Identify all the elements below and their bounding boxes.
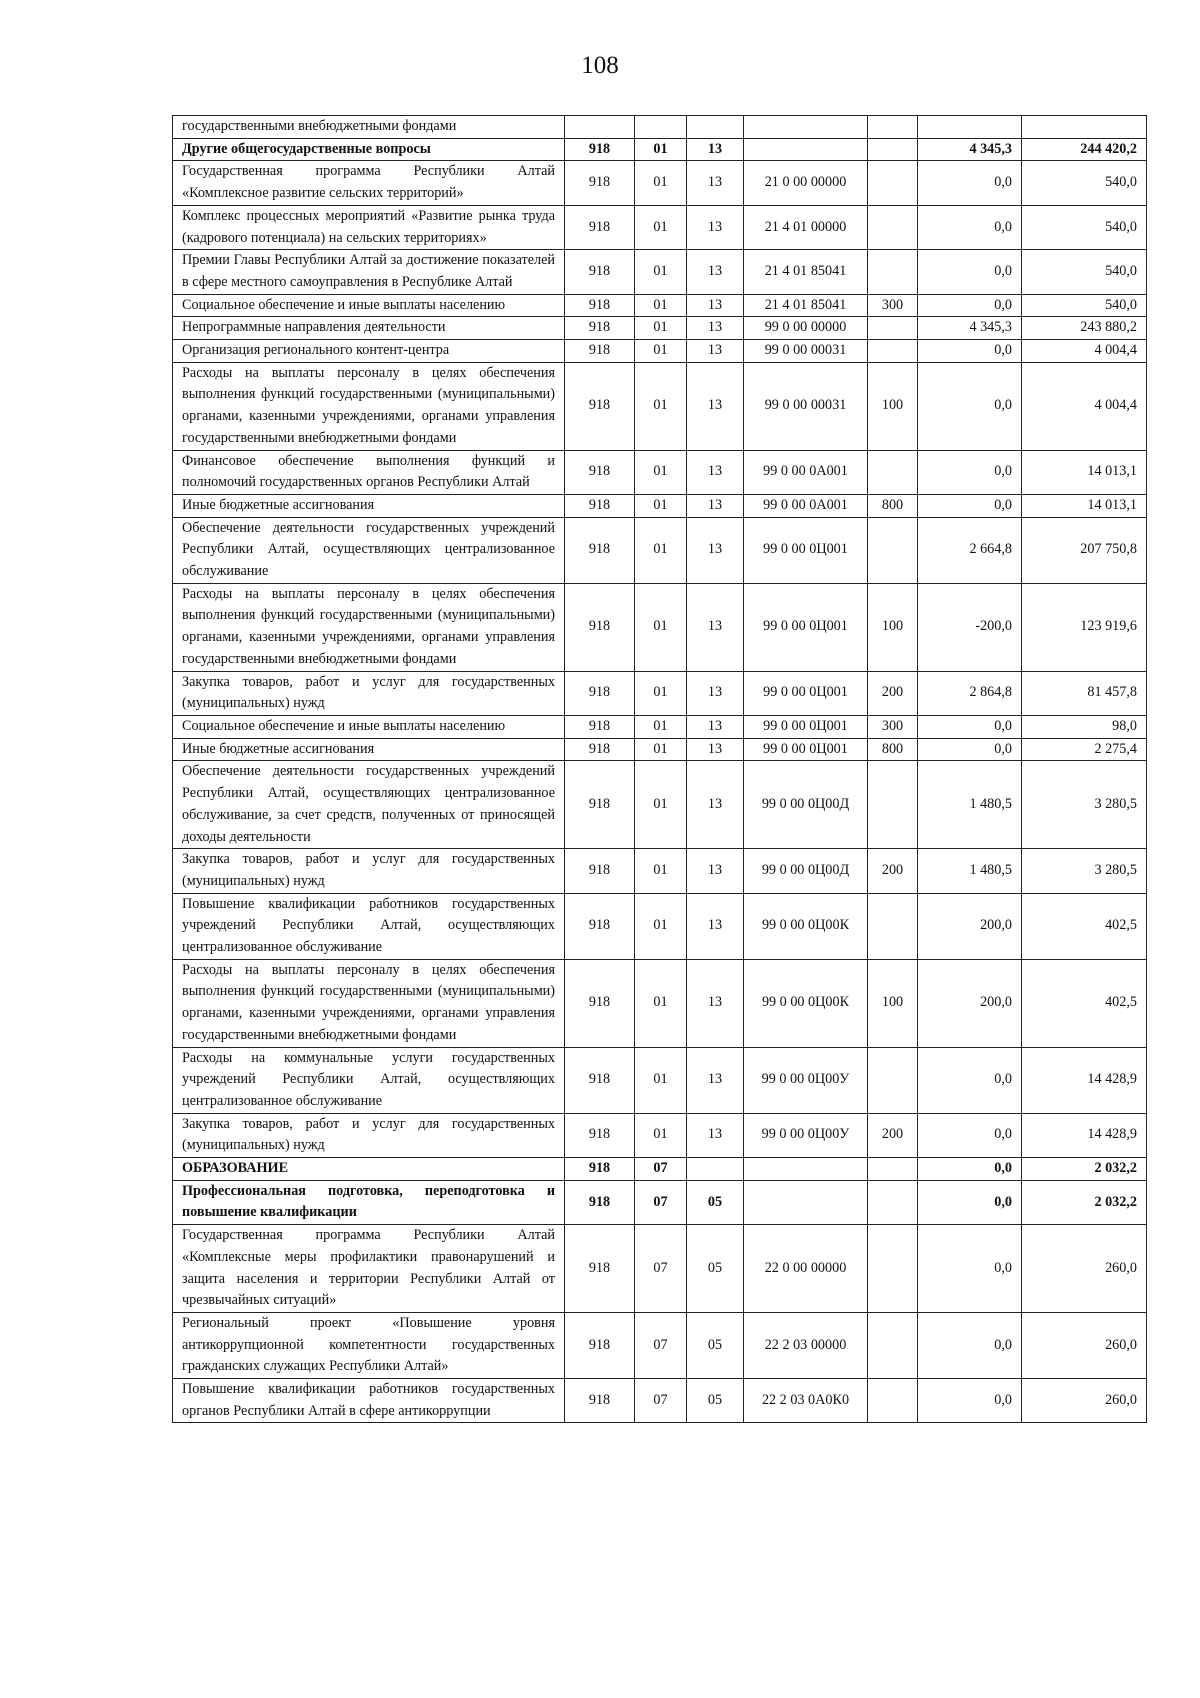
cell-expense-type: [868, 1047, 918, 1113]
cell-subsection: 13: [687, 715, 744, 738]
cell-section: 01: [635, 893, 687, 959]
cell-administrator: 918: [565, 517, 635, 583]
cell-subsection: [687, 116, 744, 139]
cell-total: 123 919,6: [1022, 583, 1147, 671]
cell-name: Иные бюджетные ассигнования: [173, 738, 565, 761]
cell-name: Финансовое обеспечение выполнения функций и полномочий государственных органов Республики Алтай: [173, 450, 565, 494]
table-row: [173, 294, 1147, 317]
table-row: [173, 450, 1147, 494]
table-row: [173, 715, 1147, 738]
page-number: 108: [581, 52, 619, 79]
cell-target-article: 99 0 00 0Ц001: [744, 517, 868, 583]
cell-total: 2 032,2: [1022, 1158, 1147, 1181]
cell-administrator: 918: [565, 761, 635, 849]
cell-name: Государственная программа Республики Алтай «Комплексное развитие сельских территорий»: [173, 161, 565, 205]
cell-change: 0,0: [918, 715, 1022, 738]
table-row: [173, 205, 1147, 249]
cell-administrator: 918: [565, 138, 635, 161]
cell-administrator: 918: [565, 250, 635, 294]
table-row: [173, 893, 1147, 959]
cell-administrator: 918: [565, 1379, 635, 1423]
cell-section: 01: [635, 1047, 687, 1113]
cell-name: Обеспечение деятельности государственных учреждений Республики Алтай, осуществляющих централизованное обслуживание, за счет средств, полученных от приносящей доходы деятельности: [173, 761, 565, 849]
cell-change: 0,0: [918, 250, 1022, 294]
cell-target-article: 99 0 00 0Ц001: [744, 715, 868, 738]
cell-subsection: 13: [687, 317, 744, 340]
cell-subsection: 13: [687, 849, 744, 893]
cell-administrator: 918: [565, 362, 635, 450]
table-row: [173, 671, 1147, 715]
cell-expense-type: 100: [868, 362, 918, 450]
cell-subsection: 13: [687, 1047, 744, 1113]
table-row: [173, 362, 1147, 450]
cell-subsection: 13: [687, 450, 744, 494]
cell-section: 01: [635, 671, 687, 715]
cell-section: 07: [635, 1225, 687, 1313]
cell-change: 0,0: [918, 362, 1022, 450]
cell-expense-type: 300: [868, 715, 918, 738]
cell-subsection: 05: [687, 1225, 744, 1313]
cell-change: 0,0: [918, 340, 1022, 363]
cell-name: Премии Главы Республики Алтай за достижение показателей в сфере местного самоуправления в Республике Алтай: [173, 250, 565, 294]
cell-total: 540,0: [1022, 161, 1147, 205]
cell-total: 260,0: [1022, 1312, 1147, 1378]
cell-name: Региональный проект «Повышение уровня антикоррупционной компетентности государственных гражданских служащих Республики Алтай»: [173, 1312, 565, 1378]
cell-subsection: 13: [687, 761, 744, 849]
cell-subsection: 13: [687, 517, 744, 583]
cell-target-article: 99 0 00 00000: [744, 317, 868, 340]
cell-target-article: 99 0 00 0Ц00Д: [744, 761, 868, 849]
cell-change: 0,0: [918, 1113, 1022, 1157]
cell-section: [635, 116, 687, 139]
cell-name: Повышение квалификации работников государственных органов Республики Алтай в сфере антикоррупции: [173, 1379, 565, 1423]
cell-total: 3 280,5: [1022, 849, 1147, 893]
cell-expense-type: [868, 1312, 918, 1378]
cell-expense-type: 100: [868, 959, 918, 1047]
cell-expense-type: [868, 1180, 918, 1224]
cell-name: Расходы на выплаты персоналу в целях обеспечения выполнения функций государственными (муниципальными) органами, казенными учреждениями, органами управления государственными внебюджетными фондами: [173, 583, 565, 671]
cell-name: ОБРАЗОВАНИЕ: [173, 1158, 565, 1181]
table-row: [173, 1379, 1147, 1423]
table-row: [173, 583, 1147, 671]
cell-change: 0,0: [918, 494, 1022, 517]
cell-total: 244 420,2: [1022, 138, 1147, 161]
cell-target-article: 99 0 00 00031: [744, 340, 868, 363]
cell-section: 01: [635, 317, 687, 340]
cell-target-article: [744, 116, 868, 139]
cell-change: 0,0: [918, 1047, 1022, 1113]
table-row: [173, 1047, 1147, 1113]
cell-expense-type: 200: [868, 849, 918, 893]
table-row: [173, 116, 1147, 139]
cell-total: 14 428,9: [1022, 1113, 1147, 1157]
cell-change: 1 480,5: [918, 849, 1022, 893]
table-row: [173, 1312, 1147, 1378]
cell-subsection: 13: [687, 340, 744, 363]
cell-change: -200,0: [918, 583, 1022, 671]
cell-subsection: 13: [687, 1113, 744, 1157]
table-row: [173, 1113, 1147, 1157]
cell-expense-type: [868, 205, 918, 249]
cell-expense-type: [868, 761, 918, 849]
cell-total: 260,0: [1022, 1379, 1147, 1423]
cell-section: 01: [635, 205, 687, 249]
cell-expense-type: 200: [868, 671, 918, 715]
cell-change: 0,0: [918, 1379, 1022, 1423]
cell-administrator: 918: [565, 715, 635, 738]
cell-administrator: 918: [565, 893, 635, 959]
cell-expense-type: [868, 138, 918, 161]
cell-section: 01: [635, 1113, 687, 1157]
cell-change: 200,0: [918, 893, 1022, 959]
cell-total: 98,0: [1022, 715, 1147, 738]
cell-subsection: 05: [687, 1180, 744, 1224]
cell-target-article: [744, 1180, 868, 1224]
cell-change: 200,0: [918, 959, 1022, 1047]
cell-section: 01: [635, 494, 687, 517]
cell-total: 540,0: [1022, 205, 1147, 249]
cell-subsection: 13: [687, 161, 744, 205]
cell-target-article: 99 0 00 0Ц00У: [744, 1047, 868, 1113]
cell-administrator: 918: [565, 1312, 635, 1378]
cell-target-article: 21 4 01 00000: [744, 205, 868, 249]
cell-administrator: 918: [565, 494, 635, 517]
cell-name: Расходы на коммунальные услуги государственных учреждений Республики Алтай, осуществляющих централизованное обслуживание: [173, 1047, 565, 1113]
cell-section: 07: [635, 1180, 687, 1224]
cell-target-article: 99 0 00 00031: [744, 362, 868, 450]
cell-target-article: 21 0 00 00000: [744, 161, 868, 205]
table-row: [173, 517, 1147, 583]
cell-total: 4 004,4: [1022, 340, 1147, 363]
cell-subsection: 13: [687, 205, 744, 249]
cell-name: Закупка товаров, работ и услуг для государственных (муниципальных) нужд: [173, 849, 565, 893]
cell-target-article: 99 0 00 0Ц001: [744, 583, 868, 671]
cell-administrator: 918: [565, 317, 635, 340]
table-row: [173, 761, 1147, 849]
cell-name: Непрограммные направления деятельности: [173, 317, 565, 340]
cell-expense-type: [868, 450, 918, 494]
cell-change: [918, 116, 1022, 139]
cell-administrator: 918: [565, 671, 635, 715]
cell-target-article: 99 0 00 0Ц00К: [744, 959, 868, 1047]
table-row: [173, 849, 1147, 893]
cell-section: 01: [635, 959, 687, 1047]
table-row: [173, 250, 1147, 294]
cell-total: 14 013,1: [1022, 494, 1147, 517]
table-row: [173, 317, 1147, 340]
cell-section: 07: [635, 1312, 687, 1378]
cell-change: 0,0: [918, 1180, 1022, 1224]
cell-change: 0,0: [918, 294, 1022, 317]
cell-administrator: 918: [565, 959, 635, 1047]
cell-section: 01: [635, 250, 687, 294]
cell-section: 01: [635, 138, 687, 161]
cell-name: Социальное обеспечение и иные выплаты населению: [173, 715, 565, 738]
cell-administrator: [565, 116, 635, 139]
cell-subsection: [687, 1158, 744, 1181]
cell-name: Закупка товаров, работ и услуг для государственных (муниципальных) нужд: [173, 1113, 565, 1157]
cell-expense-type: 300: [868, 294, 918, 317]
cell-name: Социальное обеспечение и иные выплаты населению: [173, 294, 565, 317]
cell-change: 0,0: [918, 161, 1022, 205]
table-row: [173, 738, 1147, 761]
cell-expense-type: [868, 1379, 918, 1423]
cell-change: 2 664,8: [918, 517, 1022, 583]
cell-administrator: 918: [565, 738, 635, 761]
cell-subsection: 13: [687, 250, 744, 294]
cell-total: [1022, 116, 1147, 139]
cell-subsection: 13: [687, 494, 744, 517]
cell-expense-type: [868, 1225, 918, 1313]
cell-expense-type: [868, 317, 918, 340]
cell-change: 0,0: [918, 1225, 1022, 1313]
cell-target-article: [744, 138, 868, 161]
cell-name: Организация регионального контент-центра: [173, 340, 565, 363]
cell-administrator: 918: [565, 340, 635, 363]
table-row: [173, 1158, 1147, 1181]
cell-subsection: 13: [687, 959, 744, 1047]
cell-administrator: 918: [565, 849, 635, 893]
cell-target-article: 99 0 00 0Ц001: [744, 671, 868, 715]
cell-section: 01: [635, 761, 687, 849]
cell-section: 01: [635, 738, 687, 761]
cell-name: государственными внебюджетными фондами: [173, 116, 565, 139]
cell-expense-type: 800: [868, 738, 918, 761]
cell-subsection: 13: [687, 138, 744, 161]
cell-name: Повышение квалификации работников государственных учреждений Республики Алтай, осуществляющих централизованное обслуживание: [173, 893, 565, 959]
cell-total: 540,0: [1022, 294, 1147, 317]
cell-change: 4 345,3: [918, 138, 1022, 161]
cell-section: 01: [635, 517, 687, 583]
cell-subsection: 05: [687, 1312, 744, 1378]
cell-section: 01: [635, 340, 687, 363]
cell-total: 207 750,8: [1022, 517, 1147, 583]
table-row: [173, 1225, 1147, 1313]
cell-total: 14 428,9: [1022, 1047, 1147, 1113]
table-body: [173, 116, 1147, 1423]
cell-target-article: 21 4 01 85041: [744, 294, 868, 317]
cell-change: 0,0: [918, 1312, 1022, 1378]
cell-subsection: 13: [687, 893, 744, 959]
cell-administrator: 918: [565, 1225, 635, 1313]
cell-administrator: 918: [565, 1180, 635, 1224]
table-row: [173, 494, 1147, 517]
cell-total: 260,0: [1022, 1225, 1147, 1313]
cell-expense-type: 100: [868, 583, 918, 671]
cell-total: 14 013,1: [1022, 450, 1147, 494]
cell-expense-type: [868, 340, 918, 363]
cell-expense-type: [868, 517, 918, 583]
cell-administrator: 918: [565, 450, 635, 494]
cell-change: 2 864,8: [918, 671, 1022, 715]
cell-section: 01: [635, 362, 687, 450]
cell-expense-type: 800: [868, 494, 918, 517]
table-row: [173, 1180, 1147, 1224]
cell-administrator: 918: [565, 1113, 635, 1157]
cell-change: 1 480,5: [918, 761, 1022, 849]
cell-name: Другие общегосударственные вопросы: [173, 138, 565, 161]
cell-total: 2 032,2: [1022, 1180, 1147, 1224]
table-row: [173, 959, 1147, 1047]
cell-administrator: 918: [565, 583, 635, 671]
cell-section: 01: [635, 849, 687, 893]
cell-administrator: 918: [565, 205, 635, 249]
cell-change: 4 345,3: [918, 317, 1022, 340]
table-row: [173, 340, 1147, 363]
cell-target-article: 21 4 01 85041: [744, 250, 868, 294]
cell-name: Расходы на выплаты персоналу в целях обеспечения выполнения функций государственными (муниципальными) органами, казенными учреждениями, органами управления государственными внебюджетными фондами: [173, 362, 565, 450]
cell-expense-type: 200: [868, 1113, 918, 1157]
cell-target-article: 99 0 00 0Ц00Д: [744, 849, 868, 893]
cell-total: 402,5: [1022, 959, 1147, 1047]
cell-change: 0,0: [918, 1158, 1022, 1181]
cell-administrator: 918: [565, 161, 635, 205]
cell-target-article: 22 0 00 00000: [744, 1225, 868, 1313]
cell-target-article: 99 0 00 0Ц001: [744, 738, 868, 761]
cell-total: 81 457,8: [1022, 671, 1147, 715]
cell-section: 01: [635, 450, 687, 494]
cell-target-article: 22 2 03 0А0К0: [744, 1379, 868, 1423]
cell-name: Иные бюджетные ассигнования: [173, 494, 565, 517]
cell-change: 0,0: [918, 738, 1022, 761]
cell-section: 07: [635, 1379, 687, 1423]
cell-name: Закупка товаров, работ и услуг для государственных (муниципальных) нужд: [173, 671, 565, 715]
cell-expense-type: [868, 116, 918, 139]
cell-change: 0,0: [918, 205, 1022, 249]
cell-name: Обеспечение деятельности государственных учреждений Республики Алтай, осуществляющих централизованное обслуживание: [173, 517, 565, 583]
cell-administrator: 918: [565, 1158, 635, 1181]
cell-name: Расходы на выплаты персоналу в целях обеспечения выполнения функций государственными (муниципальными) органами, казенными учреждениями, органами управления государственными внебюджетными фондами: [173, 959, 565, 1047]
cell-expense-type: [868, 250, 918, 294]
cell-administrator: 918: [565, 294, 635, 317]
cell-subsection: 13: [687, 583, 744, 671]
cell-subsection: 13: [687, 738, 744, 761]
cell-total: 540,0: [1022, 250, 1147, 294]
cell-change: 0,0: [918, 450, 1022, 494]
cell-total: 3 280,5: [1022, 761, 1147, 849]
cell-name: Профессиональная подготовка, переподготовка и повышение квалификации: [173, 1180, 565, 1224]
cell-target-article: 22 2 03 00000: [744, 1312, 868, 1378]
cell-subsection: 13: [687, 362, 744, 450]
budget-table: [172, 115, 1147, 1423]
cell-expense-type: [868, 161, 918, 205]
cell-total: 2 275,4: [1022, 738, 1147, 761]
table-row: [173, 161, 1147, 205]
cell-total: 243 880,2: [1022, 317, 1147, 340]
cell-subsection: 13: [687, 294, 744, 317]
cell-target-article: 99 0 00 0А001: [744, 450, 868, 494]
cell-name: Государственная программа Республики Алтай «Комплексные меры профилактики правонарушений и защита населения и территории Республики Алтай от чрезвычайных ситуаций»: [173, 1225, 565, 1313]
cell-section: 01: [635, 161, 687, 205]
cell-target-article: 99 0 00 0А001: [744, 494, 868, 517]
cell-total: 4 004,4: [1022, 362, 1147, 450]
cell-target-article: 99 0 00 0Ц00У: [744, 1113, 868, 1157]
cell-target-article: 99 0 00 0Ц00К: [744, 893, 868, 959]
cell-section: 01: [635, 583, 687, 671]
cell-subsection: 13: [687, 671, 744, 715]
cell-expense-type: [868, 1158, 918, 1181]
cell-target-article: [744, 1158, 868, 1181]
cell-subsection: 05: [687, 1379, 744, 1423]
cell-section: 01: [635, 294, 687, 317]
table-row: [173, 138, 1147, 161]
cell-administrator: 918: [565, 1047, 635, 1113]
cell-expense-type: [868, 893, 918, 959]
cell-total: 402,5: [1022, 893, 1147, 959]
cell-name: Комплекс процессных мероприятий «Развитие рынка труда (кадрового потенциала) на сельских территориях»: [173, 205, 565, 249]
cell-section: 07: [635, 1158, 687, 1181]
cell-section: 01: [635, 715, 687, 738]
